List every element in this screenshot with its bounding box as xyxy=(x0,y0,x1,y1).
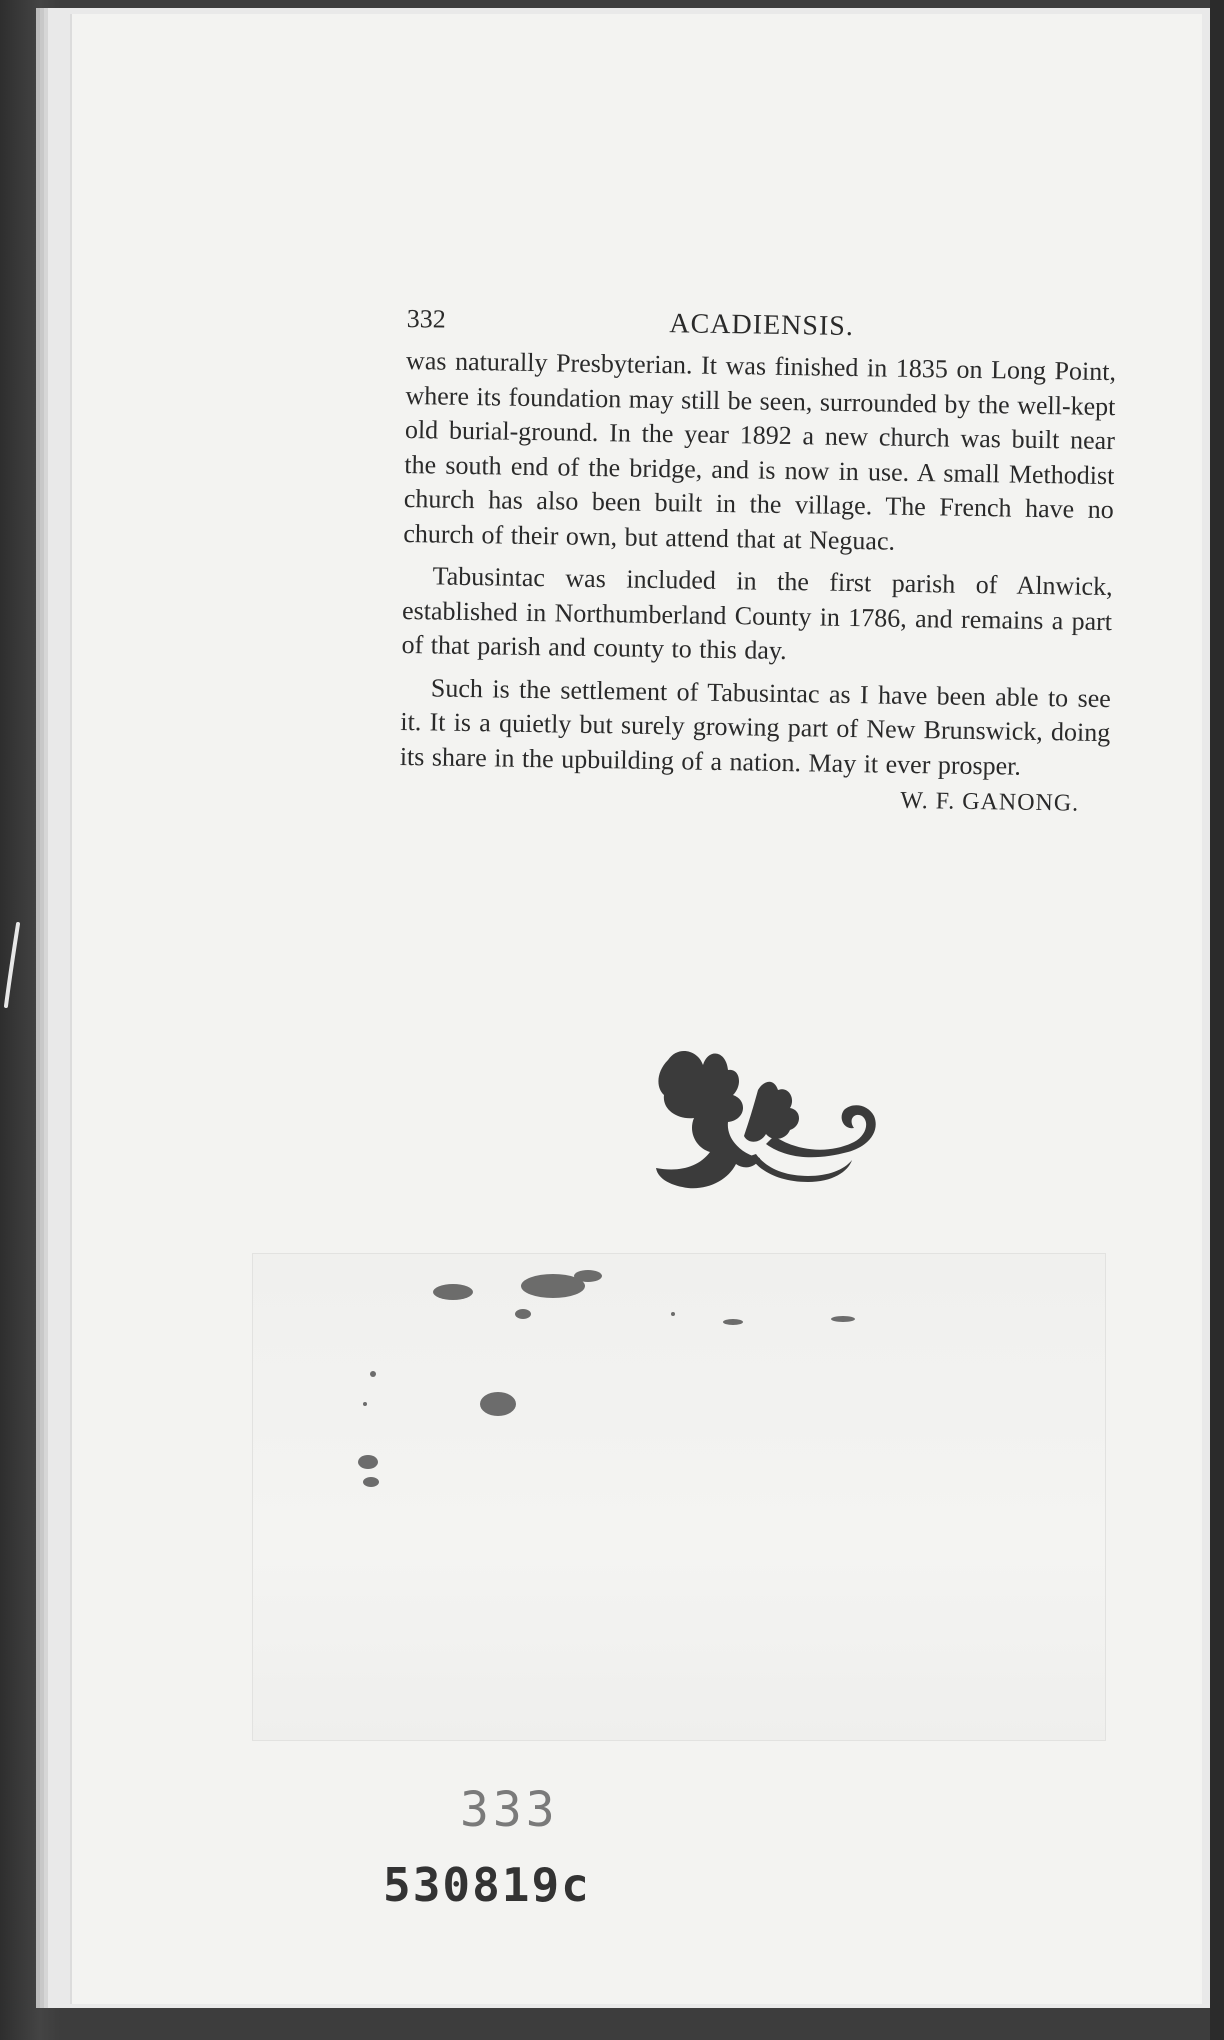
paragraph-3: Such is the settlement of Tabusintac as I have been able to see it. It is a quietly but surely growing part of New Brunswick, doing its share in the upbuilding of a nation. May it ever prosper. xyxy=(399,672,1112,781)
catalog-number: 530819c xyxy=(383,1858,591,1912)
faded-photograph xyxy=(252,1253,1106,1741)
running-title: ACADIENSIS. xyxy=(669,308,855,343)
scan-border xyxy=(1210,0,1224,2040)
page-number: 332 xyxy=(406,303,446,334)
page-stamp-number: 333 xyxy=(460,1782,559,1838)
paragraph-1: was naturally Presbyterian. It was finished in 1835 on Long Point, where its foundation may still be seen, surrounded by the well-kept old burial-ground. In the year 1892 a new church was built near the south end of the bridge, and is now in use. A small Methodist church has also been built in the village. The French have no church of their own, but attend that at Neguac. xyxy=(403,345,1117,556)
author-signature: W. F. GANONG. xyxy=(900,787,1080,817)
paragraph-2: Tabusintac was included in the first parish of Alnwick, established in Northumberland County in 1786, and remains a part of that parish and county to this day. xyxy=(401,561,1113,666)
pencil-mark-icon xyxy=(0,920,30,1010)
page-text-block xyxy=(399,300,1117,818)
leaf-scroll-ornament-icon xyxy=(648,1040,888,1210)
photo-speckles xyxy=(253,1254,1105,1740)
